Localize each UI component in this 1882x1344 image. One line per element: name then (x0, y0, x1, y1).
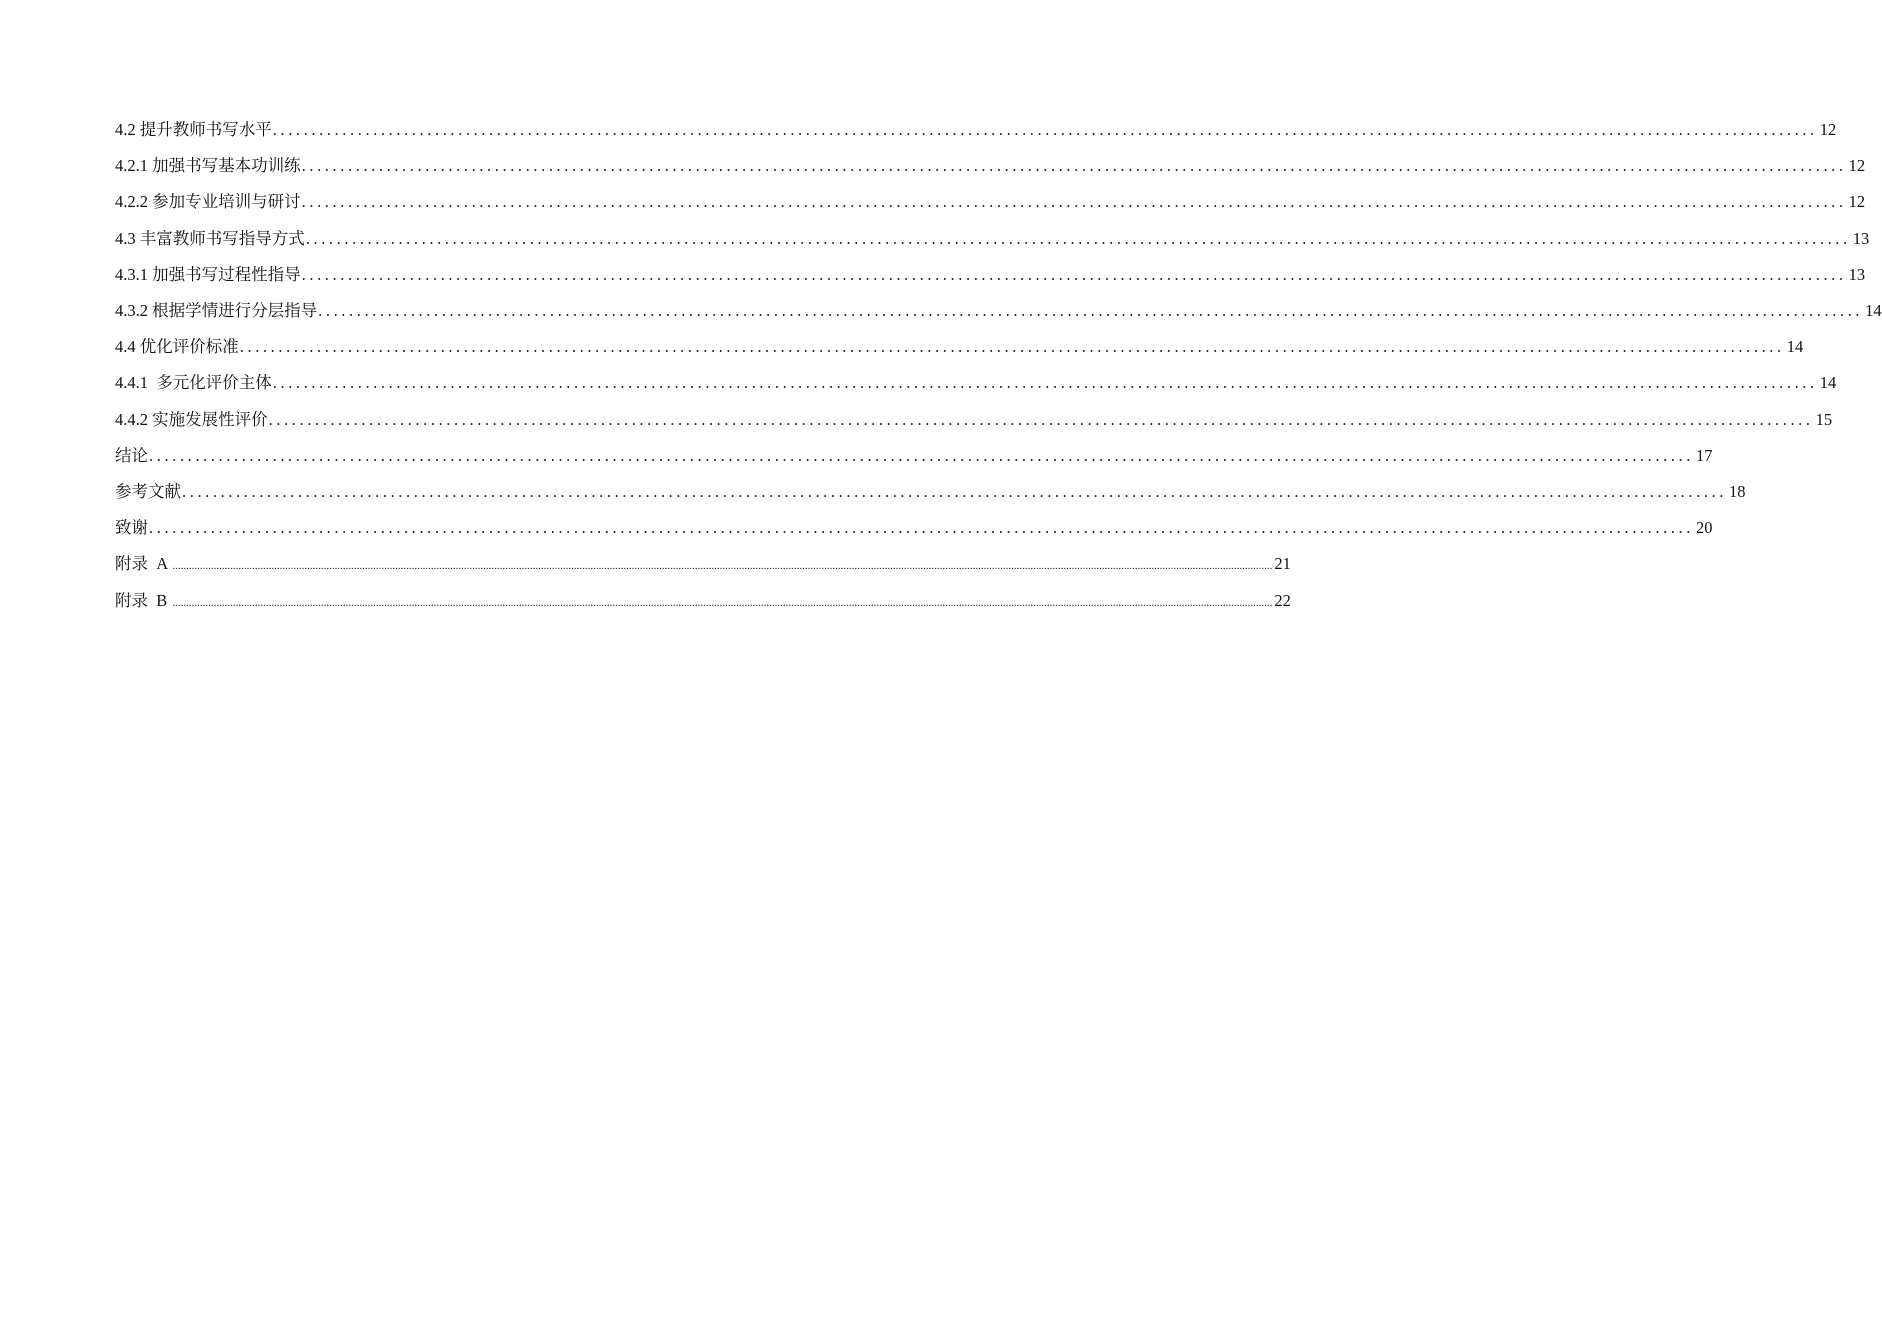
toc-entry[interactable] (115, 148, 1866, 184)
toc-entry-title: 4.4.2 实施发展性评价 (115, 409, 268, 429)
toc-entry-page: 21 (1274, 554, 1291, 574)
toc-dot-leader: ........................................................................................................................................................................................................ (301, 192, 1847, 212)
toc-entry[interactable] (115, 365, 1837, 401)
toc-entry-title: 结论 (115, 445, 148, 465)
toc-entry-title: 4.4.1 多元化评价主体 (115, 373, 272, 393)
toc-entry[interactable] (115, 438, 1713, 474)
toc-entry-page: 12 (1848, 156, 1866, 176)
toc-entry[interactable] (115, 184, 1866, 220)
toc-entry-title: 附录 B (115, 591, 172, 611)
toc-entry-page: 13 (1852, 228, 1870, 248)
toc-entry[interactable] (115, 293, 1882, 329)
toc-entry-title: 4.3.1 加强书写过程性指导 (115, 264, 301, 284)
toc-entry-title: 致谢 (115, 518, 148, 538)
toc-dot-leader: ........................................................................................................................................................................................................ (182, 481, 1727, 501)
toc-entry-page: 12 (1848, 192, 1866, 212)
toc-entry-page: 14 (1786, 337, 1804, 357)
toc-entry[interactable] (115, 221, 1870, 257)
toc-dot-leader: ................................................................................................................................................................................................................................................................................................................................................................................................................ (172, 597, 1273, 610)
toc-entry[interactable] (115, 112, 1837, 148)
toc-entry-title: 4.2 提升教师书写水平 (115, 120, 272, 139)
toc-entry-title: 4.2.2 参加专业培训与研讨 (115, 192, 301, 212)
toc-dot-leader: ................................................................................................................................................................................................................................................................................................................................................................................................................ (172, 560, 1273, 573)
toc-entry[interactable] (115, 402, 1833, 438)
toc-dot-leader: ........................................................................................................................................................................................................ (268, 409, 1814, 429)
toc-dot-leader: ........................................................................................................................................................................................................ (301, 156, 1847, 176)
toc-dot-leader: ........................................................................................................................................................................................................ (239, 337, 1785, 357)
toc-entry-title: 4.2.1 加强书写基本功训练 (115, 156, 301, 176)
toc-entry-title: 4.3 丰富教师书写指导方式 (115, 228, 305, 248)
toc-entry-page: 15 (1815, 409, 1833, 429)
toc-entry-title: 附录 A (115, 554, 172, 574)
toc-dot-leader: ........................................................................................................................................................................................................ (301, 264, 1847, 284)
toc-entry-page: 17 (1696, 445, 1713, 465)
toc-entry-page: 14 (1819, 373, 1837, 393)
toc-entry-title: 4.3.2 根据学情进行分层指导 (115, 300, 318, 320)
toc-entry-page: 13 (1848, 264, 1866, 284)
toc-entry[interactable] (115, 329, 1804, 365)
toc-dot-leader: ........................................................................................................................................................................................................ (149, 518, 1694, 538)
toc-entry-page: 14 (1865, 300, 1882, 320)
toc-entry[interactable] (115, 546, 1291, 582)
toc-entry-title: 参考文献 (115, 481, 181, 501)
toc-dot-leader: ........................................................................................................................................................................................................ (272, 373, 1818, 393)
toc-entry-page: 22 (1274, 591, 1291, 611)
toc-dot-leader: ........................................................................................................................................................................................................ (318, 300, 1864, 320)
toc-entry-page: 20 (1696, 518, 1713, 538)
toc-entry-page: 18 (1729, 481, 1746, 501)
toc-entry[interactable] (115, 257, 1866, 293)
toc-entry[interactable] (115, 510, 1713, 546)
toc-entry[interactable] (115, 582, 1291, 621)
toc-entry-title: 4.4 优化评价标准 (115, 337, 239, 357)
toc-dot-leader: ........................................................................................................................................................................................................ (272, 120, 1818, 139)
table-of-contents (115, 112, 1882, 621)
toc-entry-page: 12 (1819, 120, 1837, 139)
toc-entry[interactable] (115, 474, 1746, 510)
toc-dot-leader: ........................................................................................................................................................................................................ (149, 445, 1694, 465)
toc-dot-leader: ........................................................................................................................................................................................................ (305, 228, 1851, 248)
